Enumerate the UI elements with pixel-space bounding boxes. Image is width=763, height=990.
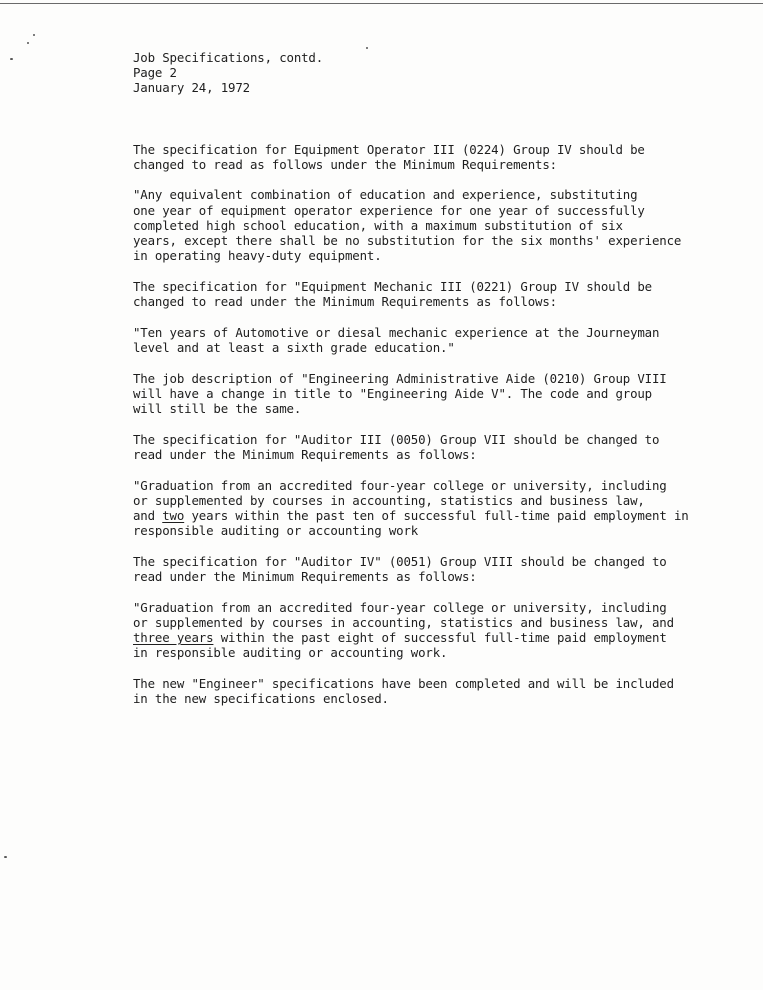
text-line: The specification for "Auditor IV" (0051) Group VIII should be changed to xyxy=(133,553,667,569)
text-line: The job description of "Engineering Administrative Aide (0210) Group VIII xyxy=(133,370,667,386)
text-line: in the new specifications enclosed. xyxy=(133,691,389,707)
text-line: level and at least a sixth grade education." xyxy=(133,339,455,355)
paragraph-equipment-mechanic xyxy=(133,279,733,309)
paragraph-auditor-iii xyxy=(133,432,733,462)
text-line: "Graduation from an accredited four-year college or university, including xyxy=(133,477,667,493)
text-line: will have a change in title to "Engineering Aide V". The code and group xyxy=(133,385,652,401)
paragraph-equipment-operator xyxy=(133,142,733,172)
text-line: will still be the same. xyxy=(133,401,302,416)
text-line: changed to read under the Minimum Requirements as follows: xyxy=(133,294,557,310)
text-line: The new "Engineer" specifications have been completed and will be included xyxy=(133,675,674,691)
text-line-with-underline xyxy=(133,630,733,645)
text-line: "Any equivalent combination of education and experience, substituting xyxy=(133,187,638,203)
text-line: The specification for "Equipment Mechanic III (0221) Group IV should be xyxy=(133,278,652,294)
text-line: in operating heavy-duty equipment. xyxy=(133,248,382,264)
paragraph-equipment-operator-requirements xyxy=(133,187,733,263)
page-header xyxy=(133,50,733,96)
text-line: or supplemented by courses in accounting, statistics and business law, and xyxy=(133,614,674,630)
text-line: read under the Minimum Requirements as follows: xyxy=(133,569,477,584)
text-line: "Graduation from an accredited four-year college or university, including xyxy=(133,599,667,615)
text-line: in responsible auditing or accounting work. xyxy=(133,645,448,661)
paragraph-auditor-iv-requirements xyxy=(133,600,733,661)
scan-speck xyxy=(4,856,7,858)
text-line: or supplemented by courses in accounting, statistics and business law, xyxy=(133,492,645,508)
text-line: completed high school education, with a maximum substitution of six xyxy=(133,217,623,233)
scan-speck xyxy=(27,42,29,44)
letter-body xyxy=(133,50,733,706)
paragraph-auditor-iv xyxy=(133,554,733,584)
underlined-emphasis: three years xyxy=(133,630,214,646)
underlined-emphasis: two xyxy=(162,507,185,523)
text-line: responsible auditing or accounting work xyxy=(133,523,419,539)
paragraph-engineering-aide xyxy=(133,371,733,417)
text-line: years, except there shall be no substitution for the six months' experience xyxy=(133,233,682,248)
text-line: read under the Minimum Requirements as follows: xyxy=(133,446,477,462)
text-line: changed to read as follows under the Minimum Requirements: xyxy=(133,156,557,172)
scan-speck xyxy=(366,47,368,49)
header-line-title: Job Specifications, contd. xyxy=(133,50,324,65)
text-segment: within the past eight of successful full-time paid employment xyxy=(213,630,667,646)
text-line-with-underline xyxy=(133,508,733,523)
text-line: The specification for Equipment Operator III (0224) Group IV should be xyxy=(133,141,645,157)
paragraph-equipment-mechanic-requirements xyxy=(133,325,733,355)
text-segment: years within the past ten of successful full-time paid employment in xyxy=(184,507,689,523)
scan-speck xyxy=(33,34,35,36)
text-segment: and xyxy=(133,507,163,523)
text-line: The specification for "Auditor III (0050) Group VII should be changed to xyxy=(133,431,660,447)
top-edge-rule xyxy=(0,3,763,4)
paragraph-auditor-iii-requirements xyxy=(133,478,733,539)
paragraph-engineer-specifications xyxy=(133,676,733,706)
header-line-date: January 24, 1972 xyxy=(133,80,250,96)
header-line-page: Page 2 xyxy=(133,65,177,81)
scan-speck xyxy=(10,58,13,60)
text-line: "Ten years of Automotive or diesal mechanic experience at the Journeyman xyxy=(133,324,660,340)
text-line: one year of equipment operator experience for one year of successfully xyxy=(133,202,645,218)
